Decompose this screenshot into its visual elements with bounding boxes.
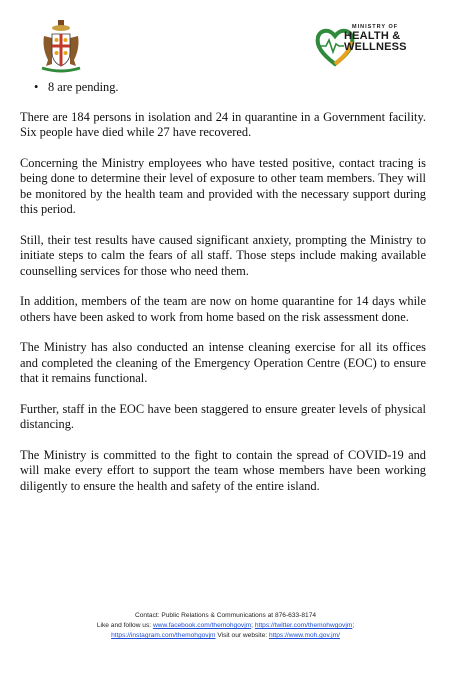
footer-contact: Contact: Public Relations & Communications at 876-633-8174 <box>134 612 317 619</box>
footer-follow-label: Like and follow us: <box>96 622 153 629</box>
twitter-link[interactable]: https://twitter.com/themohwgovjm <box>254 622 353 629</box>
footer-web-line <box>0 631 451 641</box>
paragraph: There are 184 persons in isolation and 24 in quarantine in a Government facility. Six people have died while 27 have recovered. <box>20 109 426 139</box>
footer-social-line <box>0 621 451 631</box>
bullet-text: 8 are pending. <box>48 80 119 94</box>
logo-wellness: WELLNESS <box>344 40 407 53</box>
footer <box>0 611 451 641</box>
logo-text <box>344 25 407 53</box>
paragraph: Further, staff in the EOC have been staggered to ensure greater levels of physical distancing. <box>20 401 426 431</box>
paragraph: Still, their test results have caused significant anxiety, prompting the Ministry to initiate steps to calm the fears of all staff. Those steps include making available counselling services for those who need them. <box>20 232 426 278</box>
separator: ; <box>352 622 355 629</box>
logo-health: HEALTH & <box>344 29 401 42</box>
footer-website-label: Visit our website: <box>215 632 269 639</box>
bullet-item <box>34 80 426 96</box>
ministry-logo <box>314 22 426 80</box>
logo-ministry-of: MINISTRY OF <box>352 24 399 30</box>
bullet-icon: • <box>34 80 39 94</box>
facebook-link[interactable]: www.facebook.com/themohgovjm <box>152 622 252 629</box>
instagram-link[interactable]: https://instagram.com/themohgovjm <box>111 632 216 639</box>
article-body <box>20 80 426 509</box>
paragraph: The Ministry is committed to the fight to contain the spread of COVID-19 and will make every effort to support the team whose members have been working diligently to ensure the health and safety of the entire island. <box>20 447 426 493</box>
paragraph: Concerning the Ministry employees who have tested positive, contact tracing is being done to determine their level of exposure to other team members. They will be monitored by the health team and provided with the necessary support during this period. <box>20 155 426 216</box>
website-link[interactable]: https://www.moh.gov.jm/ <box>268 632 340 639</box>
coat-of-arms-icon <box>38 18 84 74</box>
separator: ; <box>251 622 255 629</box>
paragraph: In addition, members of the team are now on home quarantine for 14 days while others have been asked to work from home based on the risk assessment done. <box>20 294 426 324</box>
paragraph: The Ministry has also conducted an intense cleaning exercise for all its offices and completed the cleaning of the Emergency Operation Centre (EOC) to ensure that it remains functional. <box>20 340 426 385</box>
